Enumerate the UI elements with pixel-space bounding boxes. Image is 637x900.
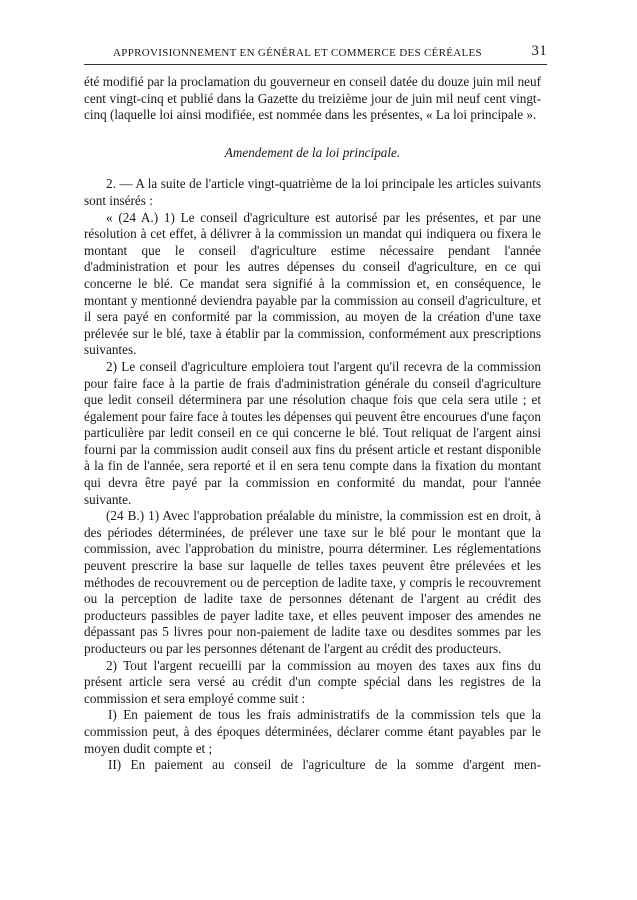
paragraph-item-i: I) En paiement de tous les frais administratifs de la commission tels que la commission peut, à des époques déterminées, déclarer comme étant payables par le moyen dudit compte et ; (84, 707, 541, 756)
paragraph-continued: été modifié par la proclamation du gouverneur en conseil datée du douze juin mil neuf cent vingt-cinq et publié dans la Gazette du treizième jour de juin mil neuf cent vingt-cinq (laquelle loi ainsi modifiée, est nommée dans les présentes, « La loi principale ». (84, 74, 541, 123)
header-rule (84, 64, 547, 65)
running-header (84, 43, 547, 64)
section-heading: Amendement de la loi principale. (224, 144, 401, 160)
paragraph-24b-1: (24 B.) 1) Avec l'approbation préalable du ministre, la commission est en droit, à des périodes déterminées, de prélever une taxe sur le blé pour le montant que la commission, avec l'approbation du ministre, pourra déterminer. Les réglementations peuvent prescrire la base sur laquelle de telles taxes peuvent être prélevées et les méthodes de recouvrement ou de perception de ladite taxe, y compris le recouvrement ou la perception de ladite taxe de personnes détenant de l'argent au crédit des producteurs passibles de payer ladite taxe, et elles peuvent imposer des amendes ne dépassant pas 5 livres pour non-paiement de ladite taxe ou desdites sommes par les producteurs ou par les personnes détenant de l'argent au crédit des producteurs. (84, 508, 541, 656)
paragraph-24b-2: 2) Tout l'argent recueilli par la commission au moyen des taxes aux fins du présent article sera versé au crédit d'un compte spécial dans les registres de la commission et sera employé comme suit : (84, 657, 541, 706)
paragraph-item-ii: II) En paiement au conseil de l'agriculture de la somme d'argent men- (108, 757, 541, 773)
paragraph-24a-2: 2) Le conseil d'agriculture emploiera tout l'argent qu'il recevra de la commission pour faire face à la partie de frais d'administration générale du conseil d'agriculture que ledit conseil déterminera par une résolution chaque fois que cela sera utile ; et également pour faire face à toutes les dépenses qui peuvent être encourues d'une façon particulière par ledit conseil en ce qui concerne le blé. Tout reliquat de l'argent ainsi fourni par la commission audit conseil aux fins du présent article et restant disponible à la fin de l'année, sera reporté et il en sera tenu compte dans la fixation du montant qui devra être payé par la commission en conformité du mandat, pour l'année suivante. (84, 358, 541, 507)
page-number: 31 (531, 43, 547, 59)
paragraph-24a-1: « (24 A.) 1) Le conseil d'agriculture est autorisé par les présentes, et par une résolution à cet effet, à délivrer à la commission un mandat qui indiquera ou fixera le montant que le conseil d'agriculture estime nécessaire pendant l'année d'administration et pour les autres dépenses du conseil d'agriculture, en ce qui concerne le blé. Ce mandat sera signifié à la commission et, en conséquence, le montant y mentionné deviendra payable par la commission au conseil d'agriculture, et il sera payé en conformité par la commission, au moyen de la création d'une taxe prélevée sur le blé, taxe à établir par la commission, conformément aux prescriptions suivantes. (84, 209, 541, 358)
page-body (84, 74, 541, 774)
running-title: APPROVISIONNEMENT EN GÉNÉRAL ET COMMERCE DES CÉRÉALES (113, 47, 482, 59)
paragraph-section-2: 2. — A la suite de l'article vingt-quatrième de la loi principale les articles suivants sont insérés : (84, 176, 541, 208)
